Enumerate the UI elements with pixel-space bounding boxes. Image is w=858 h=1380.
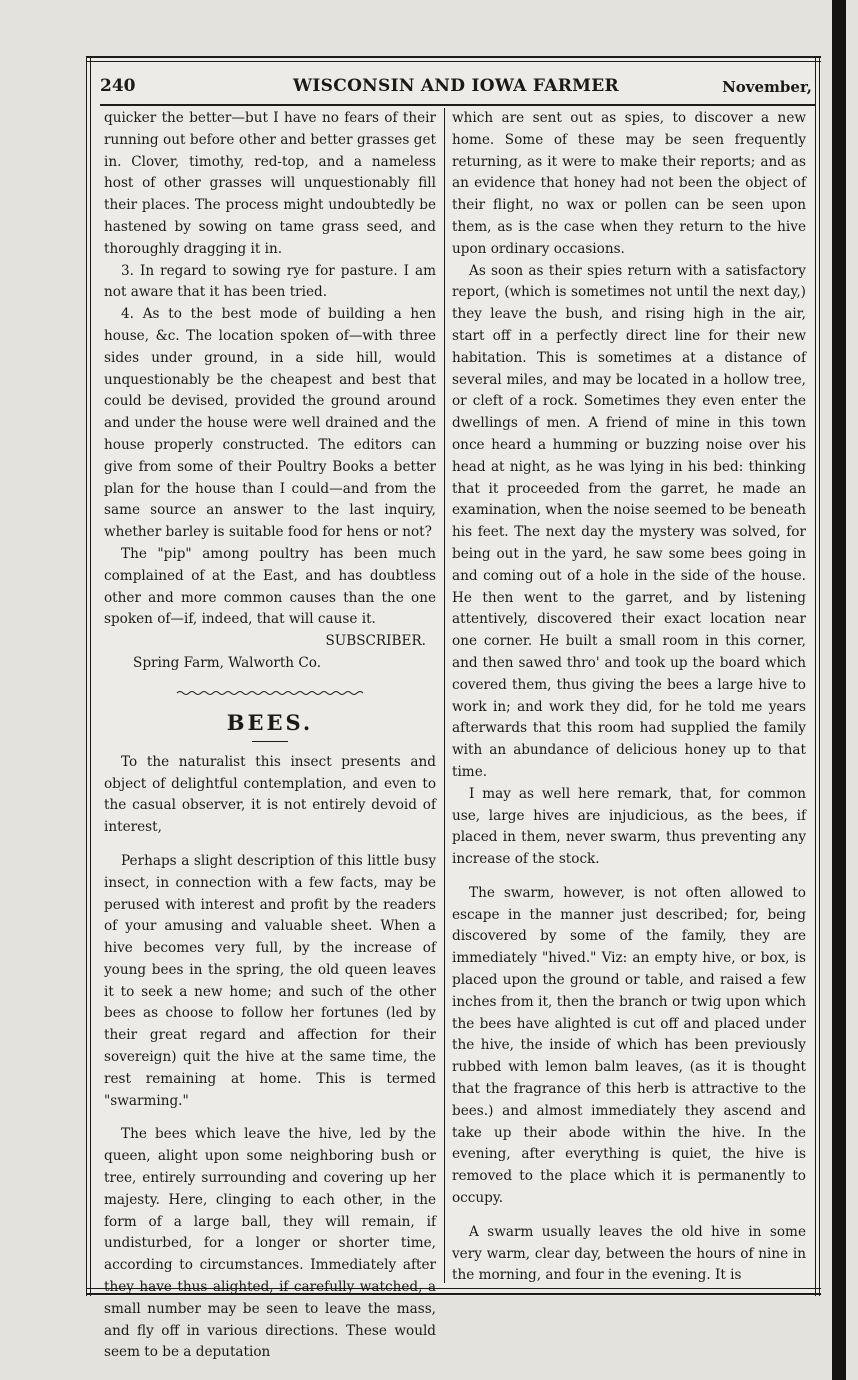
frame-top-inner-rule: [86, 61, 821, 62]
page-number: 240: [100, 76, 136, 96]
scan-edge-bar: [832, 0, 846, 1380]
left-paragraph-5: To the naturalist this insect presents and object of delightful contemplation, and even to the casual observer, it is not entirely devoid of interest,: [104, 753, 436, 836]
frame-left-rule: [86, 56, 91, 1296]
left-paragraph-4: The "pip" among poultry has been much complained of at the East, and has doubtless other and more common causes than the one spoken of—if, indeed, that will cause it.: [104, 545, 436, 628]
right-paragraph-2: As soon as their spies return with a satisfactory report, (which is sometimes not until the next day,) they leave the bush, and rising high in the air, start off in a perfectly direct line for their new habitation. This is sometimes at a distance of several miles, and may be located in a hollow tree, or cleft of a rock. Sometimes they even enter the dwellings of men. A friend of mine in this town once heard a humming or buzzing noise over his head at night, as he was lying in his bed: thinking that it proceeded from the garret, he made an examination, when the noise seemed to be beneath his feet. The next day the mystery was solved, for being out in the yard, he saw some bees going in and coming out of a hole in the side of the house. He then went to the garret, and by listening attentively, discovered their exact location near one corner. He built a small room in this corner, and then sawed thro' and took up the board which covered them, thus giving the bees a large hive to work in; and work they did, for he told me years afterwards that this room had supplied the family with an abundance of delicious honey up to that time.: [452, 262, 806, 780]
wavy-divider: [175, 689, 365, 697]
left-paragraph-3: 4. As to the best mode of building a hen house, &c. The location spoken of—with three sides under ground, in a side hill, would unquestionably be the cheapest and best that could be devised, provided the ground around and under the house were well drained and the house properly constructed. The editors can give from some of their Poultry Books a better plan for the house than I could—and from the same source an answer to the last inquiry, whether barley is suitable food for hens or not?: [104, 306, 436, 541]
column-divider: [444, 108, 445, 1283]
letter-place: Spring Farm, Walworth Co.: [133, 654, 322, 671]
journal-title: WISCONSIN AND IOWA FARMER: [293, 76, 619, 96]
frame-top-outer-rule: [86, 56, 821, 58]
left-column: [104, 108, 436, 1364]
right-paragraph-1: which are sent out as spies, to discover a new home. Some of these may be seen frequently returning, as it were to make their reports; and as an evidence that honey had not been the object of their flight, no wax or pollen can be seen upon them, as is the case when they return to the hive upon ordinary occasions.: [452, 110, 806, 257]
issue-month: November,: [722, 78, 812, 96]
left-paragraph-1: quicker the better—but I have no fears of their running out before other and better grasses get in. Clover, timothy, red-top, and a nameless host of other grasses will unquestionably fill their places. The process might undoubtedly be hastened by sowing on tame grass seed, and thoroughly dragging it in.: [104, 110, 436, 257]
heading-rule: [252, 741, 288, 742]
left-paragraph-7: The bees which leave the hive, led by the queen, alight upon some neighboring bush or tree, entirely surrounding and covering up her majesty. Here, clinging to each other, in the form of a large ball, they will remain, if undisturbed, for a longer or shorter time, according to circumstances. Immediately after they have thus alighted, if carefully watched, a small number may be seen to leave the mass, and fly off in various directions. These would seem to be a deputation: [104, 1126, 436, 1361]
left-paragraph-2: 3. In regard to sowing rye for pasture. I am not aware that it has been tried.: [104, 262, 436, 301]
page-header: [100, 74, 812, 104]
letter-signature: SUBSCRIBER.: [325, 633, 426, 650]
right-paragraph-3: I may as well here remark, that, for common use, large hives are injudicious, as the bees, if placed in them, never swarm, thus preventing any increase of the stock.: [452, 785, 806, 868]
right-paragraph-5: A swarm usually leaves the old hive in some very warm, clear day, between the hours of nine in the morning, and four in the evening. It is: [452, 1223, 806, 1284]
right-paragraph-4: The swarm, however, is not often allowed to escape in the manner just described; for, being discovered by some of the family, they are immediately "hived." Viz: an empty hive, or box, is placed upon the ground or table, and raised a few inches from it, then the branch or twig upon which the bees have alighted is cut off and placed under the hive, the inside of which has been previously rubbed with lemon balm leaves, (as it is thought that the fragrance of this herb is attractive to the bees.) and almost immediately they ascend and take up their abode within the hive. In the evening, after everything is quiet, the hive is removed to the place which it is permanently to occupy.: [452, 884, 806, 1207]
section-heading-bees: BEES.: [226, 709, 314, 735]
right-column: [452, 108, 806, 1287]
frame-right-rule: [815, 56, 820, 1296]
left-paragraph-6: Perhaps a slight description of this little busy insect, in connection with a few facts, may be perused with interest and profit by the readers of your amusing and valuable sheet. When a hive becomes very full, by the increase of young bees in the spring, the old queen leaves it to seek a new home; and such of the other bees as choose to follow her fortunes (led by their great regard and affection for their sovereign) quit the hive at the same time, the rest remaining at home. This is termed "swarming.": [104, 852, 436, 1109]
header-rule: [100, 104, 815, 106]
